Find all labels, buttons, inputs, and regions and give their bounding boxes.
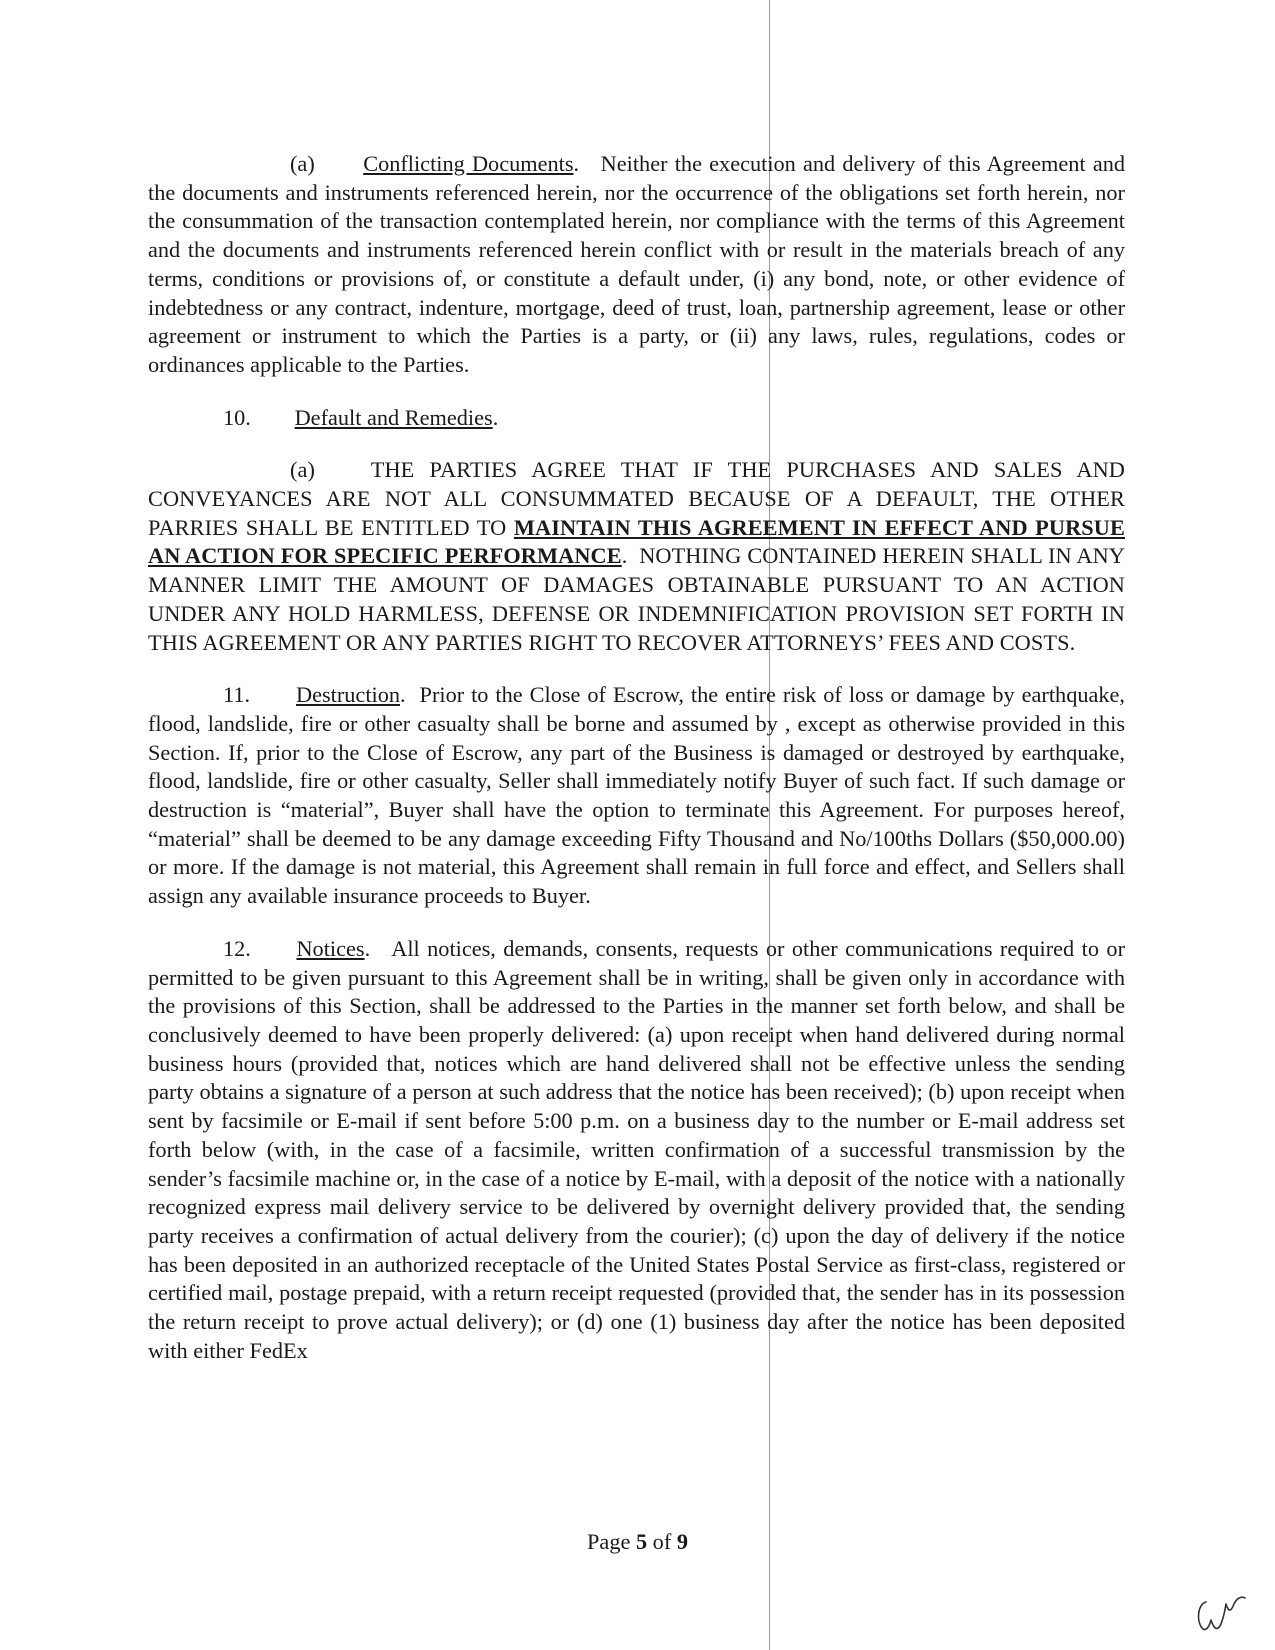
paragraph-text: Prior to the Close of Escrow, the entire risk of loss or damage by earthquake, flood, landslide, fire or other casualty shall be borne and assumed by , except as otherwise provided in this Section. If, prior to the Close of Escrow, any part of the Business is damaged or destroyed by earthquake, flood, landslide, fire or other casualty, Seller shall immediately notify Buyer of such fact. If such damage or destruction is “material”, Buyer shall have the option to terminate this Agreement. For purposes hereof, “material” shall be deemed to be any damage exceeding Fifty Thousand and No/100ths Dollars ($50,000.00) or more. If the damage is not material, this Agreement shall remain in full force and effect, and Sellers shall assign any available insurance proceeds to Buyer. [148,682,1126,909]
section-number: 12. [223,935,251,961]
section-heading-default-remedies: 10. Default and Remedies. [148,404,1125,433]
footer-of: of [652,1529,672,1554]
page-footer [0,1529,1275,1555]
section-destruction: 11. Destruction. Prior to the Close of Escrow, the entire risk of loss or damage by earthquake, flood, landslide, fire or other casualty shall be borne and assumed by , except as otherwise provided in this Section. If, prior to the Close of Escrow, any part of the Business is damaged or destroyed by earthquake, flood, landslide, fire or other casualty, Seller shall immediately notify Buyer of such fact. If such damage or destruction is “material”, Buyer shall have the option to terminate this Agreement. For purposes hereof, “material” shall be deemed to be any damage exceeding Fifty Thousand and No/100ths Dollars ($50,000.00) or more. If the damage is not material, this Agreement shall remain in full force and effect, and Sellers shall assign any available insurance proceeds to Buyer. [148,682,1126,909]
paragraph-text: All notices, demands, consents, requests or other communications required to or permitted to be given pursuant to this Agreement shall be in writing, shall be given only in accordance with the provisions of this Section, shall be addressed to the Parties in the manner set forth below, and shall be conclusively deemed to have been properly delivered: (a) upon receipt when hand delivered during normal business hours (provided that, notices which are hand delivered shall not be effective unless the sending party obtains a signature of a person at such address that the notice has been received); (b) upon receipt when sent by facsimile or E-mail if sent before 5:00 p.m. on a business day to the number or E-mail address set forth below (with, in the case of a facsimile, written confirmation of a successful transmission by the sender’s facsimile machine or, in the case of a notice by E-mail, with a deposit of the notice with a nationally recognized express mail delivery service to be delivered by overnight delivery provided that, the sending party receives a confirmation of actual delivery from the courier); (c) upon the day of delivery if the notice has been deposited in an authorized receptacle of the United States Postal Service as first-class, registered or certified mail, postage prepaid, with a return receipt requested (provided that, the sender has in its possession the return receipt to prove actual delivery); or (d) one (1) business day after the notice has been deposited with either FedEx [148,935,1125,1363]
section-title: Default and Remedies [294,404,493,430]
emphasized-remedy: MAINTAIN THIS AGREEMENT IN EFFECT AND PURSUE AN ACTION FOR SPECIFIC PERFORMANCE [148,514,1125,569]
footer-total-pages: 9 [676,1529,688,1554]
footer-page-prefix: Page [587,1529,631,1554]
section-number: 10. [223,404,251,430]
paragraph-text-before: THE PARTIES AGREE THAT IF THE PURCHASES AND SALES AND CONVEYANCES ARE NOT ALL CONSUMMATED BECAUSE OF A DEFAULT, THE OTHER PARRIES SHALL BE ENTITLED TO [148,457,1125,540]
section-title: Notices [296,935,365,961]
subsection-label: (a) [290,457,316,483]
paragraph-text: Neither the execution and delivery of this Agreement and the documents and instruments referenced herein, nor the occurrence of the obligations set forth herein, nor the consummation of the transaction contemplated herein, nor compliance with the terms of this Agreement and the documents and instruments referenced herein conflict with or result in the materials breach of any terms, conditions or provisions of, or constitute a default under, (i) any bond, note, or other evidence of indebtedness or any contract, indenture, mortgage, deed of trust, loan, partnership agreement, lease or other agreement or instrument to which the Parties is a party, or (ii) any laws, rules, regulations, codes or ordinances applicable to the Parties. [148,151,1126,377]
footer-current-page: 5 [635,1529,648,1554]
subsection-label: (a) [290,151,315,176]
section-notices: 12. Notices. All notices, demands, consents, requests or other communications required to or permitted to be given pursuant to this Agreement shall be in writing, shall be given only in accordance with the provisions of this Section, shall be addressed to the Parties in the manner set forth below, and shall be conclusively deemed to have been properly delivered: (a) upon receipt when hand delivered during normal business hours (provided that, notices which are hand delivered shall not be effective unless the sending party obtains a signature of a person at such address that the notice has been received); (b) upon receipt when sent by facsimile or E-mail if sent before 5:00 p.m. on a business day to the number or E-mail address set forth below (with, in the case of a facsimile, written confirmation of a successful transmission by the sender’s facsimile machine or, in the case of a notice by E-mail, with a deposit of the notice with a nationally recognized express mail delivery service to be delivered by overnight delivery provided that, the sending party receives a confirmation of actual delivery from the courier); (c) upon the day of delivery if the notice has been deposited in an authorized receptacle of the United States Postal Service as first-class, registered or certified mail, postage prepaid, with a return receipt requested (provided that, the sender has in its possession the return receipt to prove actual delivery); or (d) one (1) business day after the notice has been deposited with either FedEx [148,935,1125,1363]
section-number: 11. [223,682,251,708]
paragraph-conflicting-documents: (a) Conflicting Documents. Neither the execution and delivery of this Agreement and the documents and instruments referenced herein, nor the occurrence of the obligations set forth herein, nor the consummation of the transaction contemplated herein, nor compliance with the terms of this Agreement and the documents and instruments referenced herein conflict with or result in the materials breach of any terms, conditions or provisions of, or constitute a default under, (i) any bond, note, or other evidence of indebtedness or any contract, indenture, mortgage, deed of trust, loan, partnership agreement, lease or other agreement or instrument to which the Parties is a party, or (ii) any laws, rules, regulations, codes or ordinances applicable to the Parties. [148,151,1126,377]
subsection-title: Conflicting Documents [363,151,574,176]
document-body [148,150,1125,1365]
handwritten-initials [1192,1590,1252,1635]
paragraph-default-remedies-a: (a) THE PARTIES AGREE THAT IF THE PURCHASES AND SALES AND CONVEYANCES ARE NOT ALL CONSUMMATED BECAUSE OF A DEFAULT, THE OTHER PARRIES SHALL BE ENTITLED TO MAINTAIN THIS AGREEMENT IN EFFECT AND PURSUE AN ACTION FOR SPECIFIC PERFORMANCE. NOTHING CONTAINED HEREIN SHALL IN ANY MANNER LIMIT THE AMOUNT OF DAMAGES OBTAINABLE PURSUANT TO AN ACTION UNDER ANY HOLD HARMLESS, DEFENSE OR INDEMNIFICATION PROVISION SET FORTH IN THIS AGREEMENT OR ANY PARTIES RIGHT TO RECOVER ATTORNEYS’ FEES AND COSTS. [148,457,1125,655]
section-title: Destruction [295,682,401,708]
paragraph-text-after: NOTHING CONTAINED HEREIN SHALL IN ANY MANNER LIMIT THE AMOUNT OF DAMAGES OBTAINABLE PURSUANT TO AN ACTION UNDER ANY HOLD HARMLESS, DEFENSE OR INDEMNIFICATION PROVISION SET FORTH IN THIS AGREEMENT OR ANY PARTIES RIGHT TO RECOVER ATTORNEYS’ FEES AND COSTS. [148,543,1125,655]
